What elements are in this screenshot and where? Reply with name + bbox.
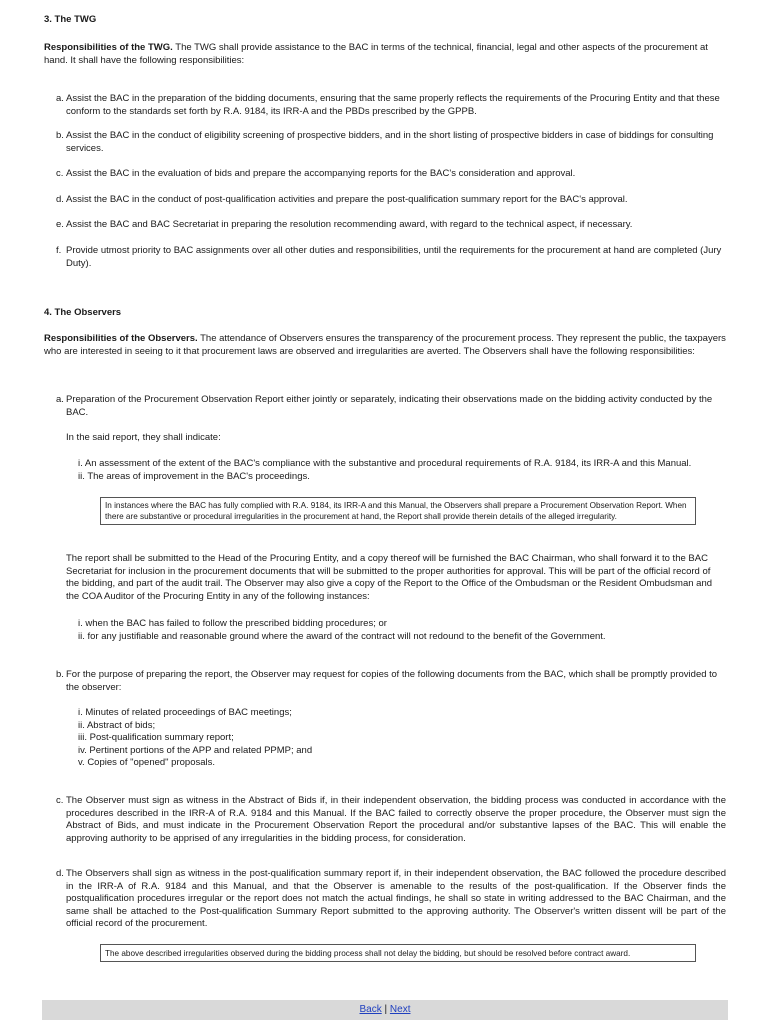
- twg-item-a: [56, 93, 726, 118]
- twg-item-f: [56, 245, 726, 270]
- item-label: d.: [56, 194, 64, 205]
- item-text: The Observers shall sign as witness in the post-qualification summary report if, in their independent observation, the BAC followed the procedure described in the IRR-A of R.A. 9184 and this Manual, and that the Observer is amenable to the results of the post-qualification. If the Observer finds the postqualification procedures irregular or the report does not match the actual findings, he shall so state in writing addressed to the BAC Chairman, and the same shall be attached to the Post-qualification Summary Report submitted to the approving authority. The Observer's written dissent will be part of the official record of the procurement.: [66, 868, 726, 930]
- observer-item-d: [56, 868, 726, 931]
- item-label: c.: [56, 795, 64, 806]
- twg-item-c: [56, 168, 726, 181]
- section-4-intro-lead: Responsibilities of the Observers.: [44, 333, 198, 344]
- list-item: ii. The areas of improvement in the BAC's proceedings.: [78, 470, 310, 482]
- item-text: For the purpose of preparing the report, the Observer may request for copies of the following documents from the BAC, which shall be promptly provided to the observer:: [66, 669, 718, 693]
- item-text: Preparation of the Procurement Observation Report either jointly or separately, indicating their observations made on the bidding activity conducted by the BAC.: [66, 394, 713, 418]
- section-3-intro-lead: Responsibilities of the TWG.: [44, 42, 173, 53]
- item-label: b.: [56, 130, 64, 141]
- next-link[interactable]: Next: [389, 1004, 411, 1015]
- list-item: i. when the BAC has failed to follow the prescribed bidding procedures; or: [78, 618, 387, 629]
- report-paragraph: The report shall be submitted to the Head of the Procuring Entity, and a copy thereof will be furnished the BAC Chairman, who shall forward it to the BAC Secretariat for inclusion in the procurement documents that will be submitted to the proper authorities for approval. This will be part of the official record of the bidding, and part of the audit trail. The Observer may also give a copy of the Report to the Office of the Ombudsman or the Resident Ombudsman and the COA Auditor of the Procuring Entity in any of the following instances:: [66, 553, 713, 602]
- item-label: a.: [56, 93, 64, 104]
- item-label: f.: [56, 245, 62, 256]
- section-4-title: 4. The Observers: [44, 307, 122, 318]
- item-label: c.: [56, 168, 64, 179]
- list-item: ii. Abstract of bids;: [78, 719, 156, 731]
- observer-item-a: [56, 394, 726, 419]
- instances-list: [78, 618, 718, 643]
- item-text: Assist the BAC in the conduct of eligibility screening of prospective bidders, and in the short listing of prospective bidders in case of biddings for consulting services.: [66, 130, 714, 154]
- list-item: i. An assessment of the extent of the BAC's compliance with the substantive and procedural requirements of R.A. 9184, its IRR-A and this Manual.: [78, 458, 692, 469]
- item-text: Assist the BAC and BAC Secretariat in preparing the resolution recommending award, with regard to the technical aspect, if necessary.: [66, 219, 633, 230]
- indicate-list: [78, 458, 718, 483]
- section-4-intro: [44, 333, 728, 358]
- item-text: Assist the BAC in the evaluation of bids and prepare the accompanying reports for the BAC's consideration and approval.: [66, 168, 576, 179]
- observer-item-b: [56, 669, 726, 694]
- item-label: a.: [56, 394, 64, 405]
- list-item: iii. Post-qualification summary report;: [78, 732, 234, 744]
- item-text: Assist the BAC in the preparation of the bidding documents, ensuring that the same properly reflects the requirements of the Procuring Entity and that these conform to the standards set forth by R.A. 9184, its IRR-A and the PBDs prescribed by the GPPB.: [66, 93, 720, 117]
- back-link[interactable]: Back: [359, 1004, 382, 1015]
- navigation-footer: [42, 1000, 728, 1020]
- note-box: In instances where the BAC has fully complied with R.A. 9184, its IRR-A and this Manual, the Observers shall prepare a Procurement Observation Report. When there are substantive or procedural irregularities in the procurement at hand, the Report shall provide therein details of the alleged irregularity.: [100, 497, 696, 525]
- item-label: b.: [56, 669, 64, 680]
- irregularities-note-box: The above described irregularities observed during the bidding process shall not delay the bidding, but should be resolved before contract award.: [100, 944, 696, 962]
- list-item: v. Copies of "opened" proposals.: [78, 757, 216, 769]
- documents-list: [78, 707, 718, 770]
- item-label: e.: [56, 219, 64, 230]
- list-item: i. Minutes of related proceedings of BAC meetings;: [78, 707, 292, 718]
- observer-item-c: [56, 795, 726, 845]
- twg-item-b: [56, 130, 726, 155]
- section-3-intro: [44, 42, 728, 67]
- twg-item-e: [56, 219, 726, 232]
- section-4-intro-text: The attendance of Observers ensures the transparency of the procurement process. They represent the public, the taxpayers who are interested in seeing to it that procurement laws are observed and irregularities are averted. The Observers shall have the following responsibilities:: [44, 333, 726, 357]
- said-report-line: In the said report, they shall indicate:: [66, 432, 221, 443]
- twg-item-d: [56, 194, 726, 207]
- list-item: iv. Pertinent portions of the APP and related PPMP; and: [78, 744, 313, 756]
- section-3-title: 3. The TWG: [44, 14, 97, 25]
- nav-separator: |: [381, 1004, 390, 1015]
- item-text: Assist the BAC in the conduct of post-qualification activities and prepare the post-qualification summary report for the BAC's approval.: [66, 194, 628, 205]
- list-item: ii. for any justifiable and reasonable ground where the award of the contract will not redound to the benefit of the Government.: [78, 630, 606, 642]
- item-text: The Observer must sign as witness in the Abstract of Bids if, in their independent observation, the bidding process was conducted in accordance with the procedures described in the IRR-A of R.A. 9184 and this Manual. If the BAC failed to correctly observe the proper procedure, the Observer must sign the Abstract of Bids, and must indicate in the Procurement Observation Report the procedural and/or substantive lapses of the BAC. This will enable the approving authority to be apprised of any irregularities in the bidding process, for consideration.: [66, 795, 726, 844]
- item-label: d.: [56, 868, 64, 879]
- item-text: Provide utmost priority to BAC assignments over all other duties and responsibilities, until the requirements for the procurement at hand are completed (Jury Duty).: [66, 245, 722, 269]
- section-3-intro-text: The TWG shall provide assistance to the BAC in terms of the technical, financial, legal and other aspects of the procurement at hand. It shall have the following responsibilities:: [44, 42, 708, 66]
